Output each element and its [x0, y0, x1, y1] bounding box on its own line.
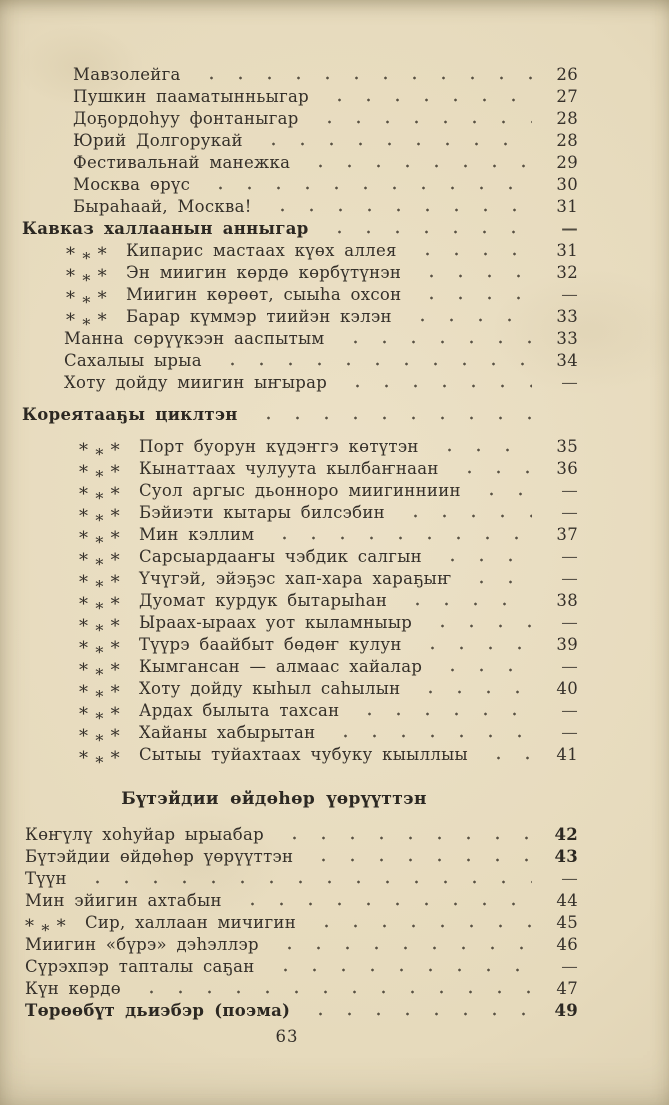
dot-leader: [276, 824, 532, 846]
toc-entry-page: 39: [556, 635, 578, 654]
dot-leader: [305, 846, 532, 868]
asterisk-glyph: *: [95, 511, 104, 530]
toc-row: [25, 824, 578, 846]
asterisk-glyph: *: [110, 572, 120, 593]
toc-entry-title: Хоту дойду кыһыл саһылын: [138, 679, 401, 698]
asterisk-glyph: *: [66, 244, 76, 265]
toc-entry-title: Порт буорун күдэҥгэ көтүтэн: [138, 437, 419, 456]
toc-row: [79, 722, 578, 750]
dot-leader: [413, 284, 532, 306]
toc-entry-title: Бүтэйдии өйдөһөр үөрүүттэн: [25, 847, 294, 866]
toc-entry-page: [542, 404, 578, 426]
toc-row: [25, 956, 578, 978]
toc-entry-page: —: [561, 481, 578, 500]
toc-entry-title: Мин эйигин ахтабын: [25, 891, 222, 910]
dot-leader: [412, 678, 532, 700]
asterisk-glyph: *: [110, 704, 120, 725]
toc-entry-title: Эн миигин көрдө көрбүтүнэн: [125, 263, 402, 282]
toc-entry-title: Сахалыы ырыа: [64, 351, 202, 370]
asterisk-glyph: *: [97, 288, 107, 309]
toc-entry-title: Пушкин пааматынньыгар: [73, 87, 310, 106]
toc-row: [73, 64, 578, 86]
toc-row: [22, 218, 578, 240]
dot-leader: [327, 722, 532, 744]
dot-leader: [267, 956, 532, 978]
asterisk-glyph: *: [82, 249, 91, 268]
toc-entry-page: —: [561, 547, 578, 566]
asterisk-glyph: *: [95, 577, 104, 596]
asterisk-glyph: *: [79, 638, 89, 659]
asterisk-glyph: *: [95, 753, 104, 772]
toc-list-bottom: [22, 824, 578, 1022]
dot-leader: [302, 1000, 532, 1022]
toc-entry-page: —: [561, 373, 578, 392]
toc-row: [73, 152, 578, 174]
dot-leader: [409, 240, 532, 262]
asterisk-glyph: *: [79, 660, 89, 681]
toc-entry-page: 40: [556, 679, 578, 698]
dot-leader: [321, 218, 532, 240]
asterisk-glyph: *: [95, 599, 104, 618]
toc-entry-title: Юрий Долгорукай: [73, 131, 243, 150]
asterisk-glyph: *: [95, 621, 104, 640]
toc-row: [25, 868, 578, 890]
triple-asterisk-icon: [25, 912, 73, 940]
asterisk-glyph: *: [110, 594, 120, 615]
dot-leader: [308, 912, 532, 934]
dot-leader: [434, 656, 532, 678]
asterisk-glyph: *: [110, 550, 120, 571]
toc-entry-title: Фестивальнай манежка: [73, 153, 291, 172]
dot-leader: [264, 196, 532, 218]
toc-entry-title: Москва өрүс: [73, 175, 191, 194]
toc-list-top: [22, 64, 578, 772]
asterisk-glyph: *: [95, 445, 104, 464]
toc-entry-page: 27: [556, 87, 578, 106]
section-heading: Бүтэйдии өйдөһөр үөрүүттэн: [121, 789, 427, 809]
toc-entry-title: Мин кэллим: [138, 525, 255, 544]
toc-row: [79, 502, 578, 530]
asterisk-glyph: *: [79, 748, 89, 769]
toc-entry-title: Манна сөрүүкээн ааспытым: [64, 329, 325, 348]
toc-row: [64, 372, 578, 394]
toc-entry-page: —: [561, 869, 578, 888]
toc-row: [79, 612, 578, 640]
triple-asterisk-icon: [66, 240, 114, 268]
toc-entry-title: Сарсыардааҥы чэбдик салгын: [138, 547, 422, 566]
toc-entry-title: Кореятааҕы циклтэн: [22, 405, 238, 424]
asterisk-glyph: *: [95, 709, 104, 728]
toc-row: [22, 404, 578, 426]
asterisk-glyph: *: [110, 484, 120, 505]
toc-entry-page: 43: [554, 847, 578, 866]
toc-row: [25, 978, 578, 1000]
dot-leader: [255, 130, 532, 152]
toc-row: [79, 634, 578, 662]
asterisk-glyph: *: [97, 244, 107, 265]
asterisk-glyph: *: [82, 293, 91, 312]
toc-entry-page: —: [561, 613, 578, 632]
asterisk-glyph: *: [79, 550, 89, 571]
dot-leader: [431, 436, 532, 458]
asterisk-glyph: *: [79, 528, 89, 549]
dot-leader: [473, 480, 532, 502]
toc-entry-page: 31: [556, 197, 578, 216]
dot-leader: [413, 262, 532, 284]
toc-row: [73, 108, 578, 130]
toc-entry-title: Түүн: [25, 869, 67, 888]
toc-entry-title: Ардах былыта тахсан: [138, 701, 340, 720]
asterisk-glyph: *: [79, 594, 89, 615]
asterisk-glyph: *: [79, 506, 89, 527]
dot-leader: [414, 634, 532, 656]
toc-entry-title: Ыраах-ыраах уот кыламныыр: [138, 613, 413, 632]
triple-asterisk-icon: [79, 436, 127, 464]
toc-entry-page: 37: [556, 525, 578, 544]
toc-entry-title: Кавказ халлаанын анныгар: [22, 219, 309, 238]
asterisk-glyph: *: [79, 572, 89, 593]
toc-entry-page: —: [561, 219, 578, 238]
toc-entry-page: 28: [556, 131, 578, 150]
toc-entry-title: Көҥүлү хоһуйар ырыабар: [25, 825, 264, 844]
toc-entry-page: —: [561, 569, 578, 588]
toc-entry-title: Сир, халлаан мичигин: [84, 913, 297, 932]
asterisk-glyph: *: [41, 921, 50, 940]
toc-entry-title: Хоту дойду миигин ыҥырар: [64, 373, 328, 392]
asterisk-glyph: *: [66, 310, 76, 331]
asterisk-glyph: *: [95, 643, 104, 662]
toc-entry-page: 34: [556, 351, 578, 370]
asterisk-glyph: *: [110, 748, 120, 769]
asterisk-glyph: *: [95, 533, 104, 552]
toc-entry-page: 46: [556, 935, 578, 954]
dot-leader: [337, 328, 532, 350]
toc-entry-page: 45: [556, 913, 578, 932]
dot-leader: [397, 502, 532, 524]
toc-entry-page: 35: [556, 437, 578, 456]
asterisk-glyph: *: [95, 555, 104, 574]
toc-entry-title: Дуомат курдук бытарыһан: [138, 591, 388, 610]
toc-row: [64, 350, 578, 372]
asterisk-glyph: *: [110, 682, 120, 703]
toc-entry-title: Кымгансан — алмаас хайалар: [138, 657, 423, 676]
toc-entry-page: 31: [556, 241, 578, 260]
asterisk-glyph: *: [110, 506, 120, 527]
asterisk-glyph: *: [82, 271, 91, 290]
toc-entry-title: Доҕордоһуу фонтаныгар: [73, 109, 299, 128]
asterisk-glyph: *: [110, 638, 120, 659]
asterisk-glyph: *: [79, 682, 89, 703]
toc-entry-page: 29: [556, 153, 578, 172]
toc-row: [73, 86, 578, 108]
asterisk-glyph: *: [79, 616, 89, 637]
asterisk-glyph: *: [79, 726, 89, 747]
asterisk-glyph: *: [56, 916, 66, 937]
dot-leader: [321, 86, 532, 108]
dot-leader: [451, 458, 532, 480]
toc-row: [25, 1000, 578, 1022]
toc-entry-page: —: [561, 657, 578, 676]
toc-entry-page: 28: [556, 109, 578, 128]
toc-row: [79, 590, 578, 618]
toc-entry-title: Төрөөбүт дьиэбэр (поэма): [25, 1001, 291, 1020]
toc-entry-page: 33: [556, 329, 578, 348]
toc-row: [25, 912, 578, 940]
toc-row: [64, 328, 578, 350]
dot-leader: [311, 108, 532, 130]
dot-leader: [214, 350, 532, 372]
toc-row: [79, 480, 578, 508]
dot-leader: [133, 978, 532, 1000]
toc-entry-page: 38: [556, 591, 578, 610]
toc-entry-title: Хайаны хабырытан: [138, 723, 316, 742]
toc-row: [79, 568, 578, 596]
toc-entry-page: 26: [556, 65, 578, 84]
toc-entry-title: Мавзолейга: [73, 65, 181, 84]
dot-leader: [339, 372, 532, 394]
asterisk-glyph: *: [97, 266, 107, 287]
toc-entry-title: Күн көрдө: [25, 979, 121, 998]
toc-entry-page: 30: [556, 175, 578, 194]
asterisk-glyph: *: [95, 731, 104, 750]
toc-entry-page: 41: [556, 745, 578, 764]
toc-row: [66, 306, 578, 334]
dot-leader: [404, 306, 532, 328]
dot-leader: [463, 568, 532, 590]
dot-leader: [193, 64, 532, 86]
toc-entry-page: 47: [556, 979, 578, 998]
toc-row: [66, 284, 578, 312]
toc-row: [66, 262, 578, 290]
toc-entry-title: Кипарис мастаах күөх аллея: [125, 241, 397, 260]
asterisk-glyph: *: [110, 528, 120, 549]
toc-row: [73, 174, 578, 196]
asterisk-glyph: *: [95, 467, 104, 486]
dot-leader: [250, 404, 532, 426]
toc-entry-title: Бэйиэти кытары билсэбин: [138, 503, 385, 522]
page-number: 63: [275, 1027, 299, 1046]
toc-row: [25, 890, 578, 912]
toc-entry-page: 32: [556, 263, 578, 282]
asterisk-glyph: *: [82, 315, 91, 334]
toc-row: [66, 240, 578, 268]
toc-row: [25, 934, 578, 956]
toc-entry-page: 42: [554, 825, 578, 844]
toc-entry-title: Сүрэхпэр тапталы саҕан: [25, 957, 255, 976]
asterisk-glyph: *: [110, 440, 120, 461]
toc-entry-page: 44: [556, 891, 578, 910]
toc-entry-title: Үчүгэй, эйэҕэс хап-хара хараҕыҥ: [138, 569, 452, 588]
asterisk-glyph: *: [66, 288, 76, 309]
toc-row: [79, 524, 578, 552]
asterisk-glyph: *: [25, 916, 35, 937]
toc-entry-page: —: [561, 723, 578, 742]
toc-row: [79, 700, 578, 728]
asterisk-glyph: *: [110, 726, 120, 747]
asterisk-glyph: *: [79, 440, 89, 461]
toc-entry-page: —: [561, 957, 578, 976]
dot-leader: [351, 700, 532, 722]
asterisk-glyph: *: [79, 704, 89, 725]
toc-row: [79, 656, 578, 684]
toc-row: [79, 458, 578, 486]
toc-entry-page: —: [561, 701, 578, 720]
dot-leader: [79, 868, 532, 890]
toc-entry-page: 33: [556, 307, 578, 326]
asterisk-glyph: *: [95, 687, 104, 706]
asterisk-glyph: *: [110, 616, 120, 637]
dot-leader: [424, 612, 532, 634]
toc-row: [73, 130, 578, 152]
asterisk-glyph: *: [95, 665, 104, 684]
toc-entry-title: Барар күммэр тиийэн кэлэн: [125, 307, 392, 326]
toc-row: [79, 546, 578, 574]
dot-leader: [234, 890, 532, 912]
toc-entry-title: Суол аргыс дьонноро миигинниин: [138, 481, 461, 500]
toc-row: [79, 744, 578, 772]
toc-row: [25, 846, 578, 868]
toc-entry-title: Быраһаай, Москва!: [73, 197, 252, 216]
toc-entry-page: 36: [556, 459, 578, 478]
asterisk-glyph: *: [97, 310, 107, 331]
dot-leader: [399, 590, 532, 612]
toc-entry-title: Миигин «бүрэ» дэһэллэр: [25, 935, 259, 954]
asterisk-glyph: *: [110, 462, 120, 483]
toc-row: [79, 678, 578, 706]
dot-leader: [271, 934, 532, 956]
toc-entry-title: Сытыы туйахтаах чубуку кыыллыы: [138, 745, 468, 764]
toc-entry-page: —: [561, 285, 578, 304]
toc-entry-page: 49: [554, 1001, 578, 1020]
toc-row: [79, 436, 578, 464]
dot-leader: [266, 524, 532, 546]
asterisk-glyph: *: [66, 266, 76, 287]
dot-leader: [480, 744, 532, 766]
asterisk-glyph: *: [79, 462, 89, 483]
asterisk-glyph: *: [95, 489, 104, 508]
toc-row: [73, 196, 578, 218]
toc-entry-title: Түүрэ баайбыт бөдөҥ кулун: [138, 635, 402, 654]
dot-leader: [202, 174, 532, 196]
toc-entry-title: Миигин көрөөт, сыыһа охсон: [125, 285, 402, 304]
dot-leader: [434, 546, 532, 568]
toc-entry-page: —: [561, 503, 578, 522]
toc-entry-title: Кынаттаах чулуута кылбаҥнаан: [138, 459, 439, 478]
asterisk-glyph: *: [79, 484, 89, 505]
asterisk-glyph: *: [110, 660, 120, 681]
dot-leader: [302, 152, 532, 174]
